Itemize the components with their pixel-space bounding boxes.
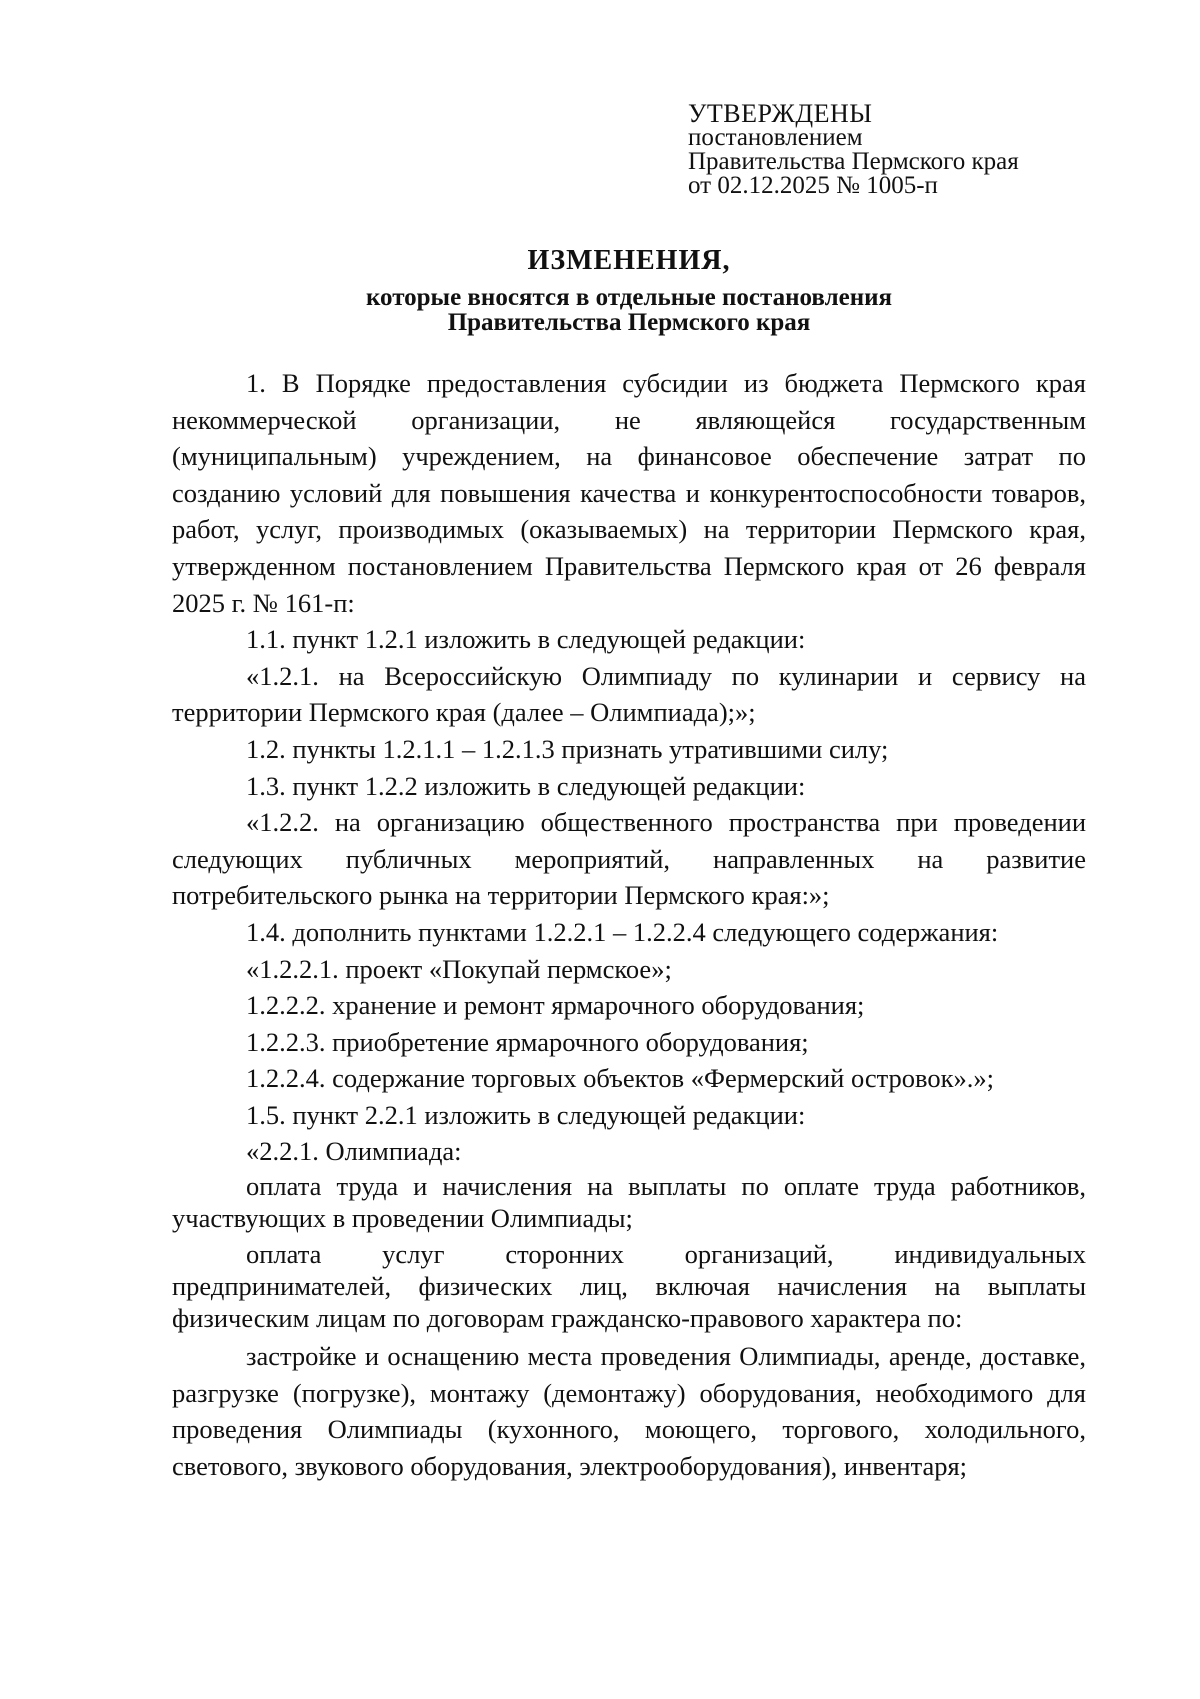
paragraph-labor-payment: оплата труда и начисления на выплаты по оплате труда работников, участвующих в проведении Олимпиады; — [172, 1171, 1086, 1234]
approval-date-number: от 02.12.2025 № 1005-п — [688, 172, 938, 199]
subtitle-line-1: которые вносятся в отдельные постановления — [365, 284, 893, 311]
paragraph-1-2-2-1: «1.2.2.1. проект «Покупай пермское»; — [246, 953, 672, 984]
subtitle-line-2: Правительства Пермского края — [447, 309, 811, 336]
paragraph-1-2-2-4: 1.2.2.4. содержание торговых объектов «Фермерский островок».»; — [246, 1063, 994, 1094]
document-subtitle — [172, 285, 1086, 335]
document-title: ИЗМЕНЕНИЯ, — [527, 245, 731, 276]
paragraph-1-5: 1.5. пункт 2.2.1 изложить в следующей редакции: — [246, 1099, 806, 1130]
paragraph-quote-1-2-1: «1.2.1. на Всероссийскую Олимпиаду по кулинарии и сервису на территории Пермского края (далее – Олимпиада);»; — [172, 660, 1086, 728]
paragraph-1-1: 1.1. пункт 1.2.1 изложить в следующей редакции: — [246, 624, 806, 655]
paragraph-2-2-1: «2.2.1. Олимпиада: — [246, 1136, 462, 1167]
paragraph-1: 1. В Порядке предоставления субсидии из бюджета Пермского края некоммерческой организации, не являющейся государственным (муниципальным) учреждением, на финансовое обеспечение затрат по созданию условий для повышения качества и конкурентоспособности товаров, работ, услуг, производимых (оказываемых) на территории Пермского края, утвержденном постановлением Правительства Пермского края от 26 февраля 2025 г. № 161-п: — [172, 368, 1086, 618]
paragraph-1-2-2-2: 1.2.2.2. хранение и ремонт ярмарочного оборудования; — [246, 990, 865, 1021]
approval-stamp — [688, 99, 1168, 199]
paragraph-quote-1-2-2: «1.2.2. на организацию общественного пространства при проведении следующих публичных мероприятий, направленных на развитие потребительского рынка на территории Пермского края:»; — [172, 807, 1086, 911]
paragraph-1-2-2-3: 1.2.2.3. приобретение ярмарочного оборудования; — [246, 1026, 809, 1057]
paragraph-1-3: 1.3. пункт 1.2.2 изложить в следующей редакции: — [246, 770, 806, 801]
approval-line-3: Правительства Пермского края — [688, 148, 1019, 175]
approval-line-2: постановлением — [688, 124, 863, 151]
document-body — [172, 365, 1086, 1484]
paragraph-1-2: 1.2. пункты 1.2.1.1 – 1.2.1.3 признать утратившими силу; — [246, 733, 889, 764]
paragraph-venue-setup: застройке и оснащению места проведения Олимпиады, аренде, доставке, разгрузке (погрузке), монтажу (демонтажу) оборудования, необходимого для проведения Олимпиады (кухонного, моющего, торгового, холодильного, светового, звукового оборудования, электрооборудования), инвентаря; — [172, 1341, 1086, 1481]
paragraph-third-party-services: оплата услуг сторонних организаций, индивидуальных предпринимателей, физических лиц, включая начисления на выплаты физическим лицам по договорам гражданско-правового характера по: — [172, 1239, 1086, 1334]
paragraph-1-4: 1.4. дополнить пунктами 1.2.2.1 – 1.2.2.4 следующего содержания: — [246, 916, 999, 947]
approval-title: УТВЕРЖДЕНЫ — [688, 99, 873, 128]
